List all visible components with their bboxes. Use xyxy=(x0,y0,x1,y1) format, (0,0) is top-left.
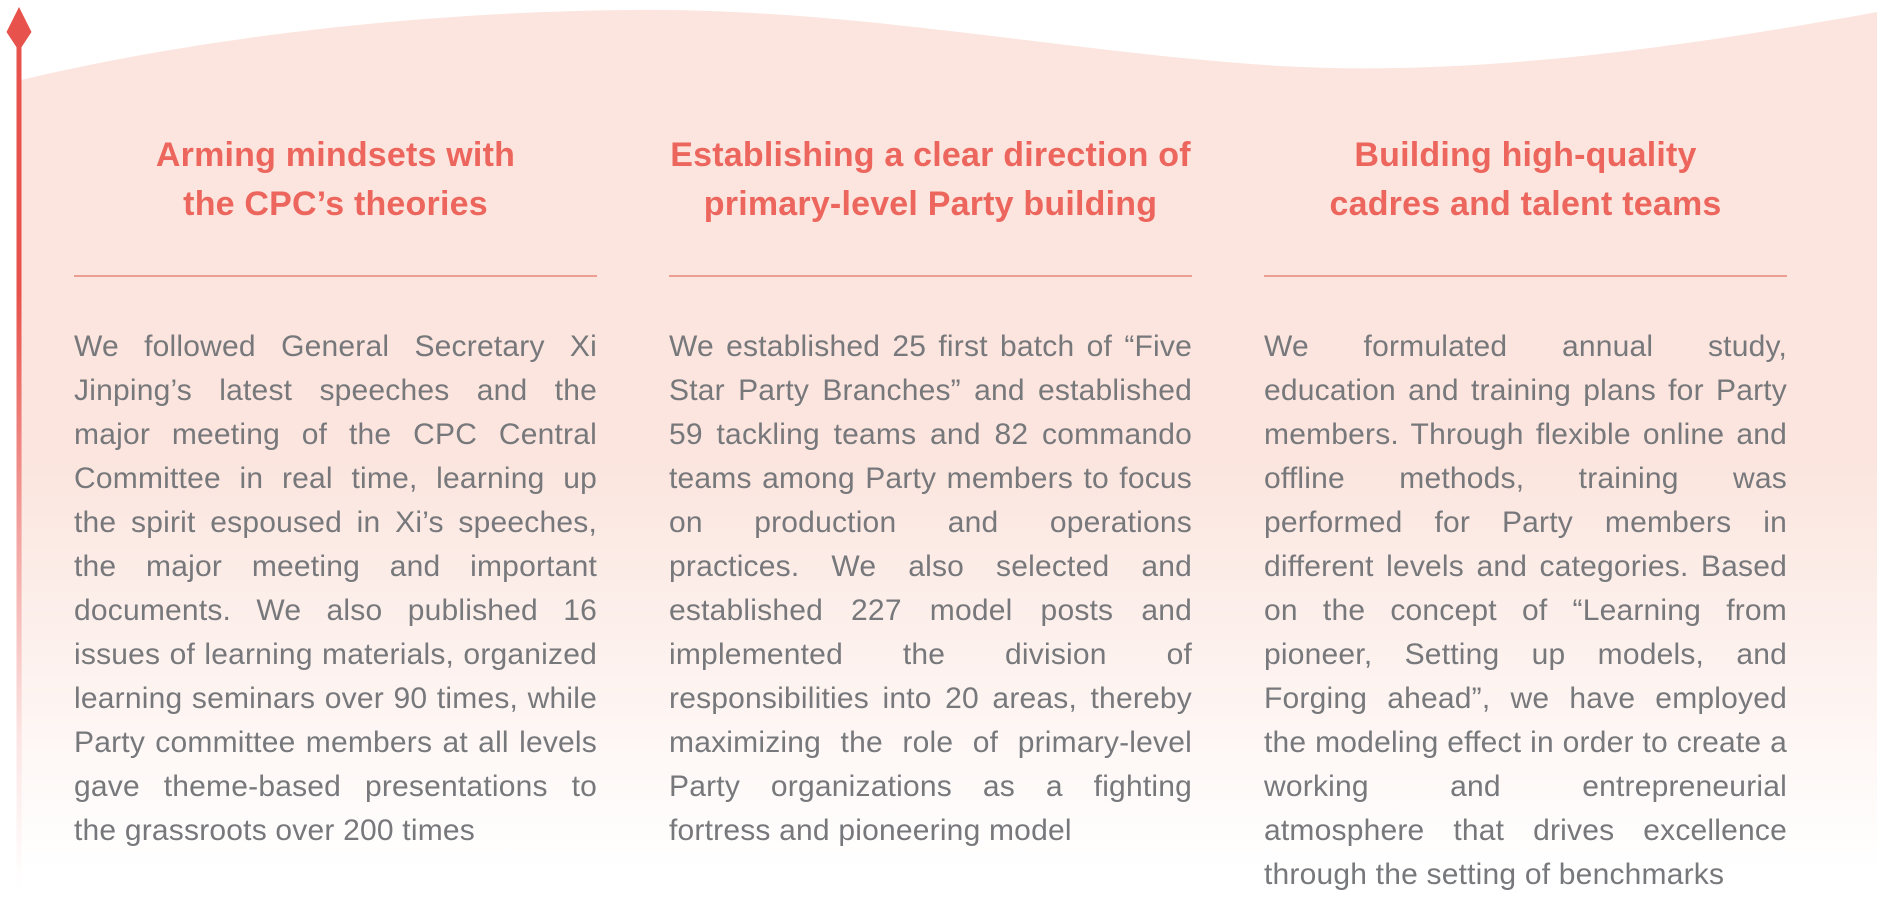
heading-divider xyxy=(1264,275,1787,277)
heading-line-1: Building high-quality xyxy=(1354,136,1697,174)
column-body-text: We followed General Secretary Xi Jinping’s latest speeches and the major meeting of the CPC Central Committee in real time, learning up the spirit espoused in Xi’s speeches, the major meeting and important documents. We also published 16 issues of learning materials, organized learning seminars over 90 times, while Party committee members at all levels gave theme-based presentations to the grassroots over 200 times xyxy=(74,330,597,847)
column-heading xyxy=(669,131,1192,229)
heading-line-2: cadres and talent teams xyxy=(1329,185,1722,223)
columns-container xyxy=(74,0,1787,897)
column-heading xyxy=(74,131,597,229)
heading-divider xyxy=(74,275,597,277)
heading-divider xyxy=(669,275,1192,277)
column-cadres-talent-teams xyxy=(1264,0,1787,897)
heading-line-2: the CPC’s theories xyxy=(183,185,488,223)
column-body-text: We established 25 first batch of “Five Star Party Branches” and established 59 tackling teams and 82 commando teams among Party members to focus on production and operations practices. We also selected and established 227 model posts and implemented the division of responsibilities into 20 areas, thereby maximizing the role of primary-level Party organizations as a fighting fortress and pioneering model xyxy=(669,330,1192,847)
column-body-text: We formulated annual study, education and training plans for Party members. Through flexible online and offline methods, training was performed for Party members in different levels and categories. Based on the concept of “Learning from pioneer, Setting up models, and Forging ahead”, we have employed the modeling effect in order to create a working and entrepreneurial atmosphere that drives excellence through the setting of benchmarks xyxy=(1264,330,1787,891)
column-heading xyxy=(1264,131,1787,229)
column-party-building-direction xyxy=(669,0,1192,897)
column-arming-mindsets xyxy=(74,0,597,897)
heading-line-2: primary-level Party building xyxy=(703,185,1158,223)
heading-line-1: Establishing a clear direction of xyxy=(670,136,1191,174)
heading-line-1: Arming mindsets with xyxy=(155,136,516,174)
